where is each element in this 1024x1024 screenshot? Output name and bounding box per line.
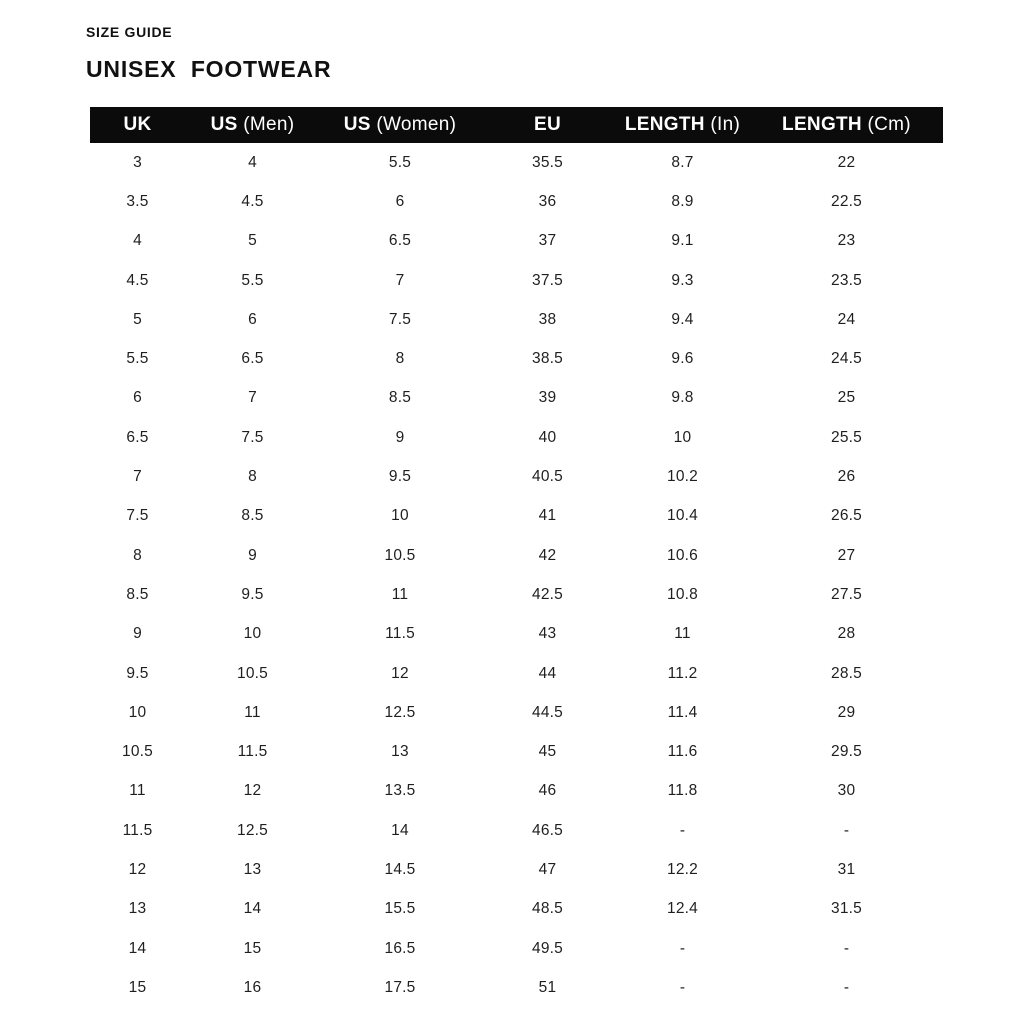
size-row [90, 850, 943, 889]
column-header-eu [480, 107, 615, 143]
size-cell: 23.5 [831, 271, 862, 289]
size-cell: 10.5 [237, 664, 268, 682]
size-cell: 9.8 [671, 389, 694, 407]
size-cell: 9.5 [241, 585, 264, 603]
size-cell: 6.5 [126, 428, 149, 446]
size-cell: 15.5 [384, 900, 416, 918]
page-title: UNISEX FOOTWEAR [86, 56, 332, 82]
size-row [90, 457, 943, 496]
size-table-header-row [90, 107, 943, 143]
size-cell: 49.5 [532, 939, 563, 957]
size-cell: 11.4 [667, 703, 698, 721]
size-cell: 29 [837, 703, 856, 721]
size-cell: 25.5 [831, 428, 862, 446]
column-qualifier-label: (In) [704, 114, 741, 135]
column-header-us-women [320, 107, 480, 143]
size-cell: - [679, 821, 686, 839]
size-row [90, 575, 943, 614]
size-cell: - [679, 939, 686, 957]
size-row [90, 772, 943, 811]
size-cell: 24.5 [831, 350, 862, 368]
size-cell: 11.5 [237, 743, 268, 761]
size-cell: 43 [538, 625, 557, 643]
size-cell: 7 [248, 389, 257, 407]
size-cell: 46 [538, 782, 557, 800]
column-header-length-cm [750, 107, 943, 143]
size-cell: 10 [673, 428, 692, 446]
size-cell: 9 [395, 428, 405, 446]
size-cell: 11 [244, 703, 261, 721]
size-cell: 51 [538, 978, 557, 996]
size-cell: 16 [243, 978, 262, 996]
size-row [90, 536, 943, 575]
size-cell: 25 [837, 389, 856, 407]
size-cell: 11 [674, 625, 691, 643]
size-cell: 14 [391, 821, 409, 839]
size-cell: 8 [395, 350, 405, 368]
size-cell: 6 [395, 192, 405, 210]
size-cell: 36 [538, 192, 557, 210]
size-cell: 44 [538, 664, 557, 682]
size-row [90, 811, 943, 850]
size-cell: 40 [538, 428, 557, 446]
size-cell: 8.5 [388, 389, 412, 407]
column-unit-label: UK [123, 114, 152, 135]
size-cell: 5 [133, 310, 142, 328]
size-cell: 13 [243, 860, 262, 878]
size-conversion-table [90, 107, 943, 1008]
size-cell: - [843, 978, 850, 996]
size-cell: 37.5 [532, 271, 563, 289]
size-row [90, 929, 943, 968]
size-row [90, 379, 943, 418]
size-cell: 10 [128, 703, 147, 721]
size-row [90, 654, 943, 693]
column-unit-label: LENGTH [624, 114, 705, 135]
size-cell: 3.5 [126, 192, 149, 210]
size-cell: 44.5 [532, 703, 563, 721]
size-cell: 22 [837, 153, 856, 171]
size-cell: 23 [837, 232, 856, 250]
size-row [90, 693, 943, 732]
size-cell: 4.5 [126, 271, 149, 289]
size-cell: 31.5 [831, 900, 862, 918]
size-cell: 14 [243, 900, 262, 918]
size-cell: 11.2 [667, 664, 698, 682]
size-cell: 12 [128, 860, 147, 878]
size-cell: 8.5 [241, 507, 264, 525]
size-cell: 11 [129, 782, 146, 800]
column-unit-label: US [343, 114, 371, 135]
size-cell: 10.2 [667, 468, 698, 486]
size-row [90, 182, 943, 221]
size-cell: 37 [538, 232, 557, 250]
size-row [90, 497, 943, 536]
size-cell: 8.7 [671, 153, 694, 171]
size-cell: 9 [133, 625, 142, 643]
size-guide-eyebrow: SIZE GUIDE [86, 24, 173, 40]
size-table-head [90, 107, 943, 143]
size-cell: 22.5 [831, 192, 862, 210]
size-cell: 5.5 [126, 350, 149, 368]
size-cell: 26 [837, 468, 856, 486]
size-cell: 12.2 [667, 860, 698, 878]
size-cell: 12.4 [667, 900, 698, 918]
size-row [90, 968, 943, 1007]
size-cell: 28.5 [831, 664, 862, 682]
size-cell: 10.4 [667, 507, 698, 525]
size-cell: 24 [837, 310, 856, 328]
size-cell: 12 [243, 782, 262, 800]
size-cell: 9.5 [388, 468, 412, 486]
size-cell: 26.5 [831, 507, 862, 525]
column-unit-label: EU [534, 114, 561, 135]
size-table-body [90, 143, 943, 1008]
size-cell: 13 [391, 743, 409, 761]
size-cell: 7 [395, 271, 405, 289]
size-cell: 9.1 [671, 232, 694, 250]
size-cell: 8.5 [126, 585, 149, 603]
size-cell: 29.5 [831, 743, 862, 761]
size-cell: 11.5 [122, 821, 153, 839]
size-cell: 35.5 [532, 153, 563, 171]
size-cell: 10.5 [384, 546, 416, 564]
column-header-length-in [615, 107, 750, 143]
size-cell: 11.6 [667, 743, 698, 761]
size-cell: 10 [243, 625, 262, 643]
size-cell: 14.5 [384, 860, 416, 878]
size-cell: - [679, 978, 686, 996]
column-header-uk [90, 107, 185, 143]
size-cell: 6 [133, 389, 142, 407]
size-cell: 28 [837, 625, 856, 643]
column-qualifier-label: (Women) [370, 114, 457, 135]
size-cell: 11.5 [385, 625, 415, 643]
size-cell: 11.8 [667, 782, 698, 800]
size-cell: 15 [128, 978, 147, 996]
size-row [90, 222, 943, 261]
size-row [90, 418, 943, 457]
column-qualifier-label: (Men) [237, 114, 295, 135]
size-cell: 6.5 [241, 350, 264, 368]
size-cell: 13 [128, 900, 147, 918]
size-cell: 10.6 [667, 546, 698, 564]
size-cell: 39 [538, 389, 557, 407]
size-cell: 6.5 [388, 232, 412, 250]
size-cell: 12.5 [384, 703, 416, 721]
size-row [90, 300, 943, 339]
size-cell: 8 [133, 546, 142, 564]
size-cell: 11 [391, 585, 409, 603]
size-cell: 3 [133, 153, 142, 171]
size-cell: 12 [391, 664, 409, 682]
size-cell: 45 [538, 743, 557, 761]
size-cell: 4 [133, 232, 142, 250]
size-cell: 47 [538, 860, 557, 878]
size-cell: 27.5 [831, 585, 862, 603]
size-cell: 15 [243, 939, 262, 957]
size-cell: 42 [538, 546, 557, 564]
size-row [90, 615, 943, 654]
size-cell: 48.5 [532, 900, 563, 918]
size-cell: 7 [133, 468, 142, 486]
size-cell: 7.5 [241, 428, 264, 446]
size-row [90, 890, 943, 929]
size-cell: 38.5 [532, 350, 563, 368]
size-cell: 8 [248, 468, 257, 486]
size-cell: 14 [128, 939, 147, 957]
size-cell: 42.5 [532, 585, 563, 603]
size-cell: 40.5 [532, 468, 563, 486]
column-unit-label: LENGTH [782, 114, 862, 135]
size-cell: 27 [837, 546, 856, 564]
column-header-us-men [185, 107, 320, 143]
size-cell: - [843, 821, 850, 839]
size-cell: 9.4 [671, 310, 694, 328]
size-row [90, 339, 943, 378]
size-cell: 10.5 [122, 743, 153, 761]
size-cell: 6 [248, 310, 257, 328]
size-cell: 7.5 [126, 507, 149, 525]
size-cell: 9 [248, 546, 257, 564]
size-cell: 17.5 [384, 978, 416, 996]
size-row [90, 261, 943, 300]
size-cell: 31 [837, 860, 856, 878]
size-cell: 10 [391, 507, 409, 525]
size-cell: 41 [538, 507, 557, 525]
size-cell: 4 [248, 153, 257, 171]
size-cell: 9.6 [671, 350, 694, 368]
size-cell: 16.5 [384, 939, 416, 957]
size-cell: 9.3 [671, 271, 694, 289]
size-cell: 5.5 [388, 153, 412, 171]
size-row [90, 732, 943, 771]
size-cell: 10.8 [667, 585, 698, 603]
size-cell: 5 [248, 232, 257, 250]
column-unit-label: US [210, 114, 238, 135]
size-cell: 38 [538, 310, 557, 328]
size-cell: 5.5 [241, 271, 264, 289]
size-cell: 7.5 [388, 310, 412, 328]
column-qualifier-label: (Cm) [861, 114, 911, 135]
size-cell: 30 [837, 782, 856, 800]
size-cell: - [843, 939, 850, 957]
size-cell: 46.5 [532, 821, 563, 839]
size-cell: 8.9 [671, 192, 694, 210]
size-cell: 4.5 [241, 192, 264, 210]
size-row [90, 143, 943, 182]
size-cell: 9.5 [126, 664, 149, 682]
size-cell: 13.5 [384, 782, 416, 800]
size-cell: 12.5 [237, 821, 268, 839]
